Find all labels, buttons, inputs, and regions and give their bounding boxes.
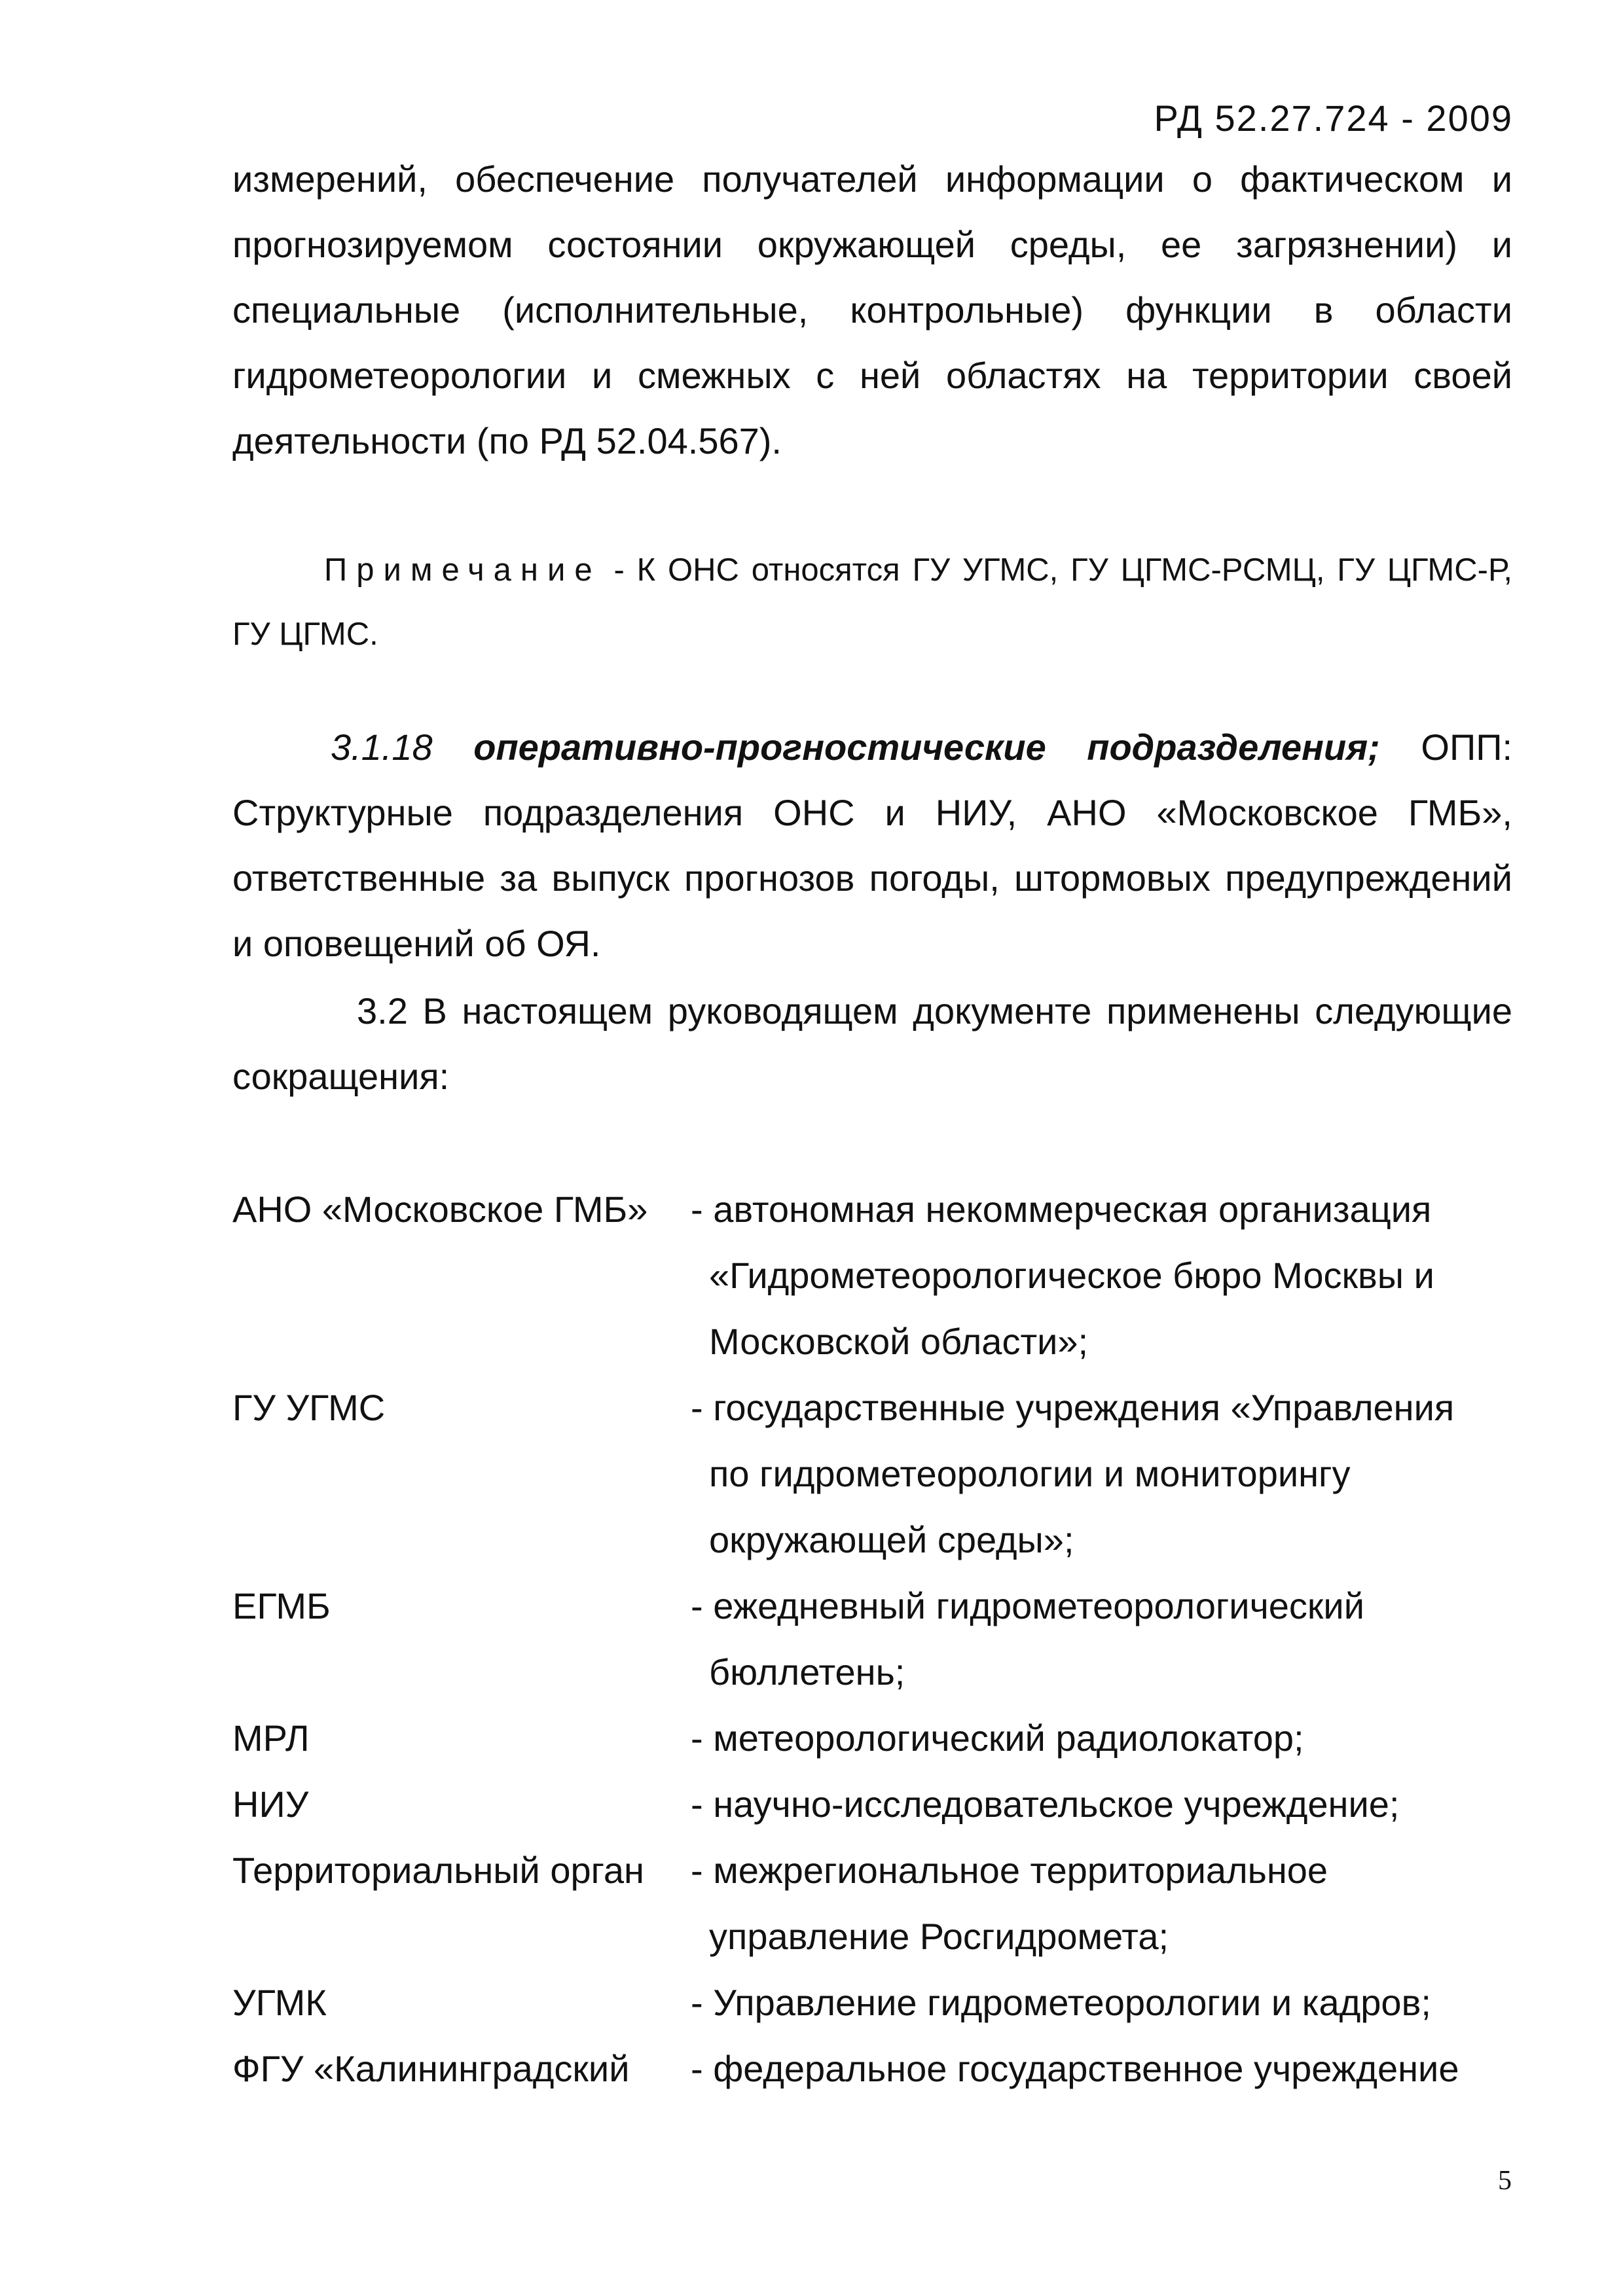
abbreviation-description-line: - Управление гидрометеорологии и кадров;	[691, 1982, 1431, 2023]
abbreviation-term: ФГУ «Калининградский	[232, 2048, 630, 2089]
abbreviation-row	[232, 1573, 1512, 1705]
abbreviation-description-line: «Гидрометеорологическое бюро Москвы и	[709, 1255, 1434, 1296]
abbreviation-description-line: управление Росгидромета;	[709, 1916, 1169, 1957]
section-3-2-text: 3.2 В настоящем руководящем документе применены следующие сокращения:	[232, 990, 1512, 1097]
paragraph-continuation: измерений, обеспечение получателей информации о фактическом и прогнозируемом состоянии окружающей среды, ее загрязнении) и специальные (исполнительные, контрольные) функции в области гидрометеорологии и смежных с ней областях на территории своей деятельности (по РД 52.04.567).	[232, 158, 1512, 461]
abbreviation-term: Территориальный орган	[232, 1850, 644, 1891]
definition-number: 3.1.18	[331, 726, 433, 768]
abbreviation-description	[684, 1969, 1512, 2036]
abbreviation-row	[232, 1176, 1512, 1374]
abbreviation-description	[684, 1771, 1512, 1837]
abbreviation-row	[232, 1837, 1512, 1969]
abbreviation-description-line: - метеорологический радиолокатор;	[691, 1717, 1304, 1759]
abbreviation-description-line: - научно-исследовательское учреждение;	[691, 1784, 1400, 1825]
abbreviation-row	[232, 1771, 1512, 1837]
note-label: Примечание	[324, 552, 602, 588]
abbreviation-row	[232, 1969, 1512, 2036]
abbreviation-description	[684, 1374, 1512, 1573]
abbreviation-description	[684, 1705, 1512, 1771]
abbreviation-description-line: окружающей среды»;	[709, 1519, 1074, 1560]
abbreviation-description-line: - федеральное государственное учреждение	[691, 2048, 1459, 2089]
definition-text: ОПП: Структурные подразделения ОНС и НИУ, АНО «Московское ГМБ», ответственные за выпуск прогнозов погоды, штормовых предупреждений и оповещений об ОЯ.	[232, 726, 1513, 964]
section-3-2	[232, 978, 1512, 1109]
abbreviation-description	[684, 1573, 1512, 1705]
abbreviation-term: АНО «Московское ГМБ»	[232, 1189, 648, 1230]
note-block	[232, 538, 1512, 666]
abbreviation-description	[684, 2036, 1512, 2102]
abbreviations-list	[232, 1176, 1512, 2102]
abbreviation-description-line: по гидрометеорологии и мониторингу	[709, 1453, 1351, 1494]
abbreviation-term: ГУ УГМС	[232, 1387, 386, 1428]
abbreviation-term: МРЛ	[232, 1717, 310, 1759]
abbreviation-row	[232, 1374, 1512, 1573]
definition-3-1-18	[232, 715, 1512, 977]
abbreviation-term: ЕГМБ	[232, 1585, 331, 1626]
abbreviation-description-line: бюллетень;	[709, 1651, 905, 1693]
document-code: РД 52.27.724 - 2009	[1154, 98, 1513, 139]
abbreviation-description	[684, 1837, 1512, 1969]
page-number: 5	[1498, 2166, 1512, 2196]
abbreviation-description-line: - ежедневный гидрометеорологический	[691, 1585, 1364, 1626]
abbreviation-term: НИУ	[232, 1784, 309, 1825]
abbreviation-description-line: - межрегиональное территориальное	[691, 1850, 1328, 1891]
abbreviation-description-line: - государственные учреждения «Управления	[691, 1387, 1455, 1428]
abbreviation-term: УГМК	[232, 1982, 327, 2023]
abbreviation-description-line: - автономная некоммерческая организация	[691, 1189, 1432, 1230]
abbreviation-row	[232, 1705, 1512, 1771]
definition-term: оперативно-прогностические подразделения;	[473, 726, 1380, 768]
abbreviation-row	[232, 2036, 1512, 2102]
abbreviation-description	[684, 1176, 1512, 1374]
note-text: - К ОНС относятся ГУ УГМС, ГУ ЦГМС-РСМЦ, ГУ ЦГМС-Р, ГУ ЦГМС.	[232, 552, 1512, 652]
abbreviation-description-line: Московской области»;	[709, 1321, 1089, 1362]
